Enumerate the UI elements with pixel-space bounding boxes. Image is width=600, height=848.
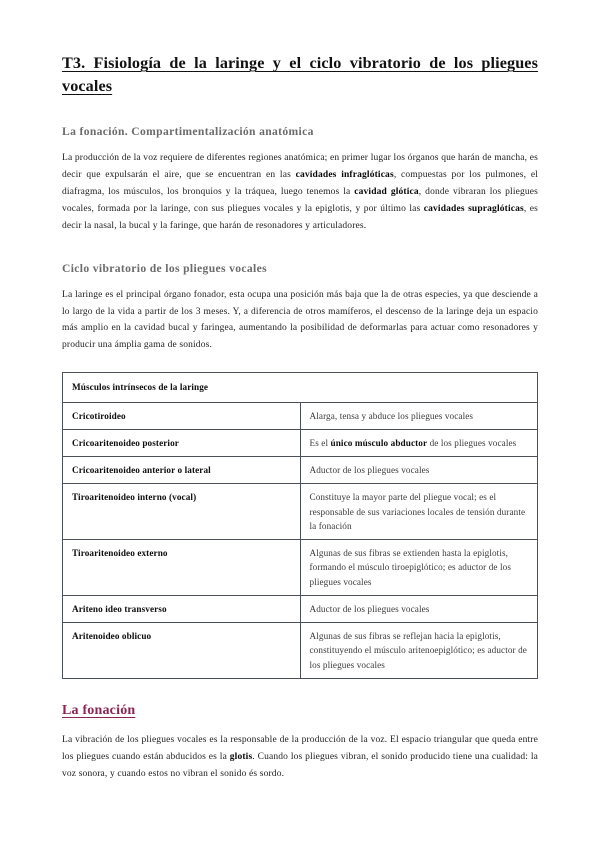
paragraph-text-run: , compuestas por los pulmones, el diafragma, los músculos, los bronquios y la tráquea, luego tenemos la	[62, 169, 538, 197]
paragraph-ciclo-vibratorio: La laringe es el principal órgano fonador, esta ocupa una posición más baja que la de otras especies, ya que desciende a lo largo de la vida a partir de los 3 meses. Y, a diferencia de otros mamíferos, el descenso de la laringe deja un espacio más amplio en la cavidad bucal y faringea, aumentando la posibilidad de deformarlas para actuar como resonadores y producir una ámplia gama de sonidos.	[62, 289, 538, 351]
section-heading-fonacion-compartimentalizacion: La fonación. Compartimentalización anatómica	[62, 125, 314, 138]
muscle-description-cell	[300, 484, 538, 540]
muscle-description-cell	[300, 429, 538, 456]
muscle-name-cell: Tiroaritenoideo externo	[63, 540, 301, 596]
emphasis-cavidad-glotica: cavidad glótica	[354, 186, 419, 197]
page-title: T3. Fisiología de la laringe y el ciclo vibratorio de los pliegues vocales	[62, 54, 538, 95]
muscle-name-cell: Cricotiroideo	[63, 402, 301, 429]
section-heading-ciclo-vibratorio: Ciclo vibratorio de los pliegues vocales	[62, 261, 267, 275]
table-row	[63, 402, 538, 429]
table-header-row	[63, 373, 538, 402]
paragraph-la-fonacion	[62, 732, 538, 783]
paragraph-text-run: La producción de la voz requiere de diferentes regiones anatómica; en primer lugar los órganos que harán de mancha, es decir que expulsarán el aire, que se encuentran en las	[62, 153, 538, 180]
emphasis-glotis: glotis	[229, 751, 253, 762]
desc-run: Aductor de los pliegues vocales	[309, 465, 430, 476]
muscle-description-cell	[300, 540, 538, 596]
muscle-name-cell: Aritenoideo oblicuo	[63, 623, 301, 679]
table-row	[63, 623, 538, 679]
muscle-name-cell: Cricoaritenoideo posterior	[63, 429, 301, 456]
paragraph-compartimentalizacion	[62, 150, 538, 235]
table-row	[63, 540, 538, 596]
emphasis-cavidades-infragloticas: cavidades infraglóticas	[295, 169, 394, 180]
table-row	[63, 595, 538, 622]
desc-run: de los pliegues vocales	[427, 437, 517, 448]
desc-run: Algunas de sus fibras se reflejan hacia la epiglotis, constituyendo el músculo aritenoepiglótico; es aductor de los pliegues vocales	[309, 631, 527, 670]
desc-run: Constituye la mayor parte del pliegue vocal; es el responsable de sus variaciones locales de tensión durante la fonación	[309, 492, 526, 531]
emphasis-cavidades-supragloticas: cavidades supraglóticas	[423, 203, 524, 214]
muscle-description-cell	[300, 623, 538, 679]
desc-run: Es el	[309, 437, 331, 448]
desc-run: Alarga, tensa y abduce los pliegues vocales	[309, 410, 474, 421]
muscle-name-cell: Cricoaritenoideo anterior o lateral	[63, 457, 301, 484]
paragraph-text-run: . Cuando los pliegues vibran, el sonido producido tiene una cualidad: la voz sonora, y cuando estos no vibran el sonido és sordo.	[62, 751, 538, 779]
table-header-cell: Músculos intrínsecos de la laringe	[63, 373, 538, 402]
muscle-description-cell	[300, 595, 538, 622]
muscles-table-body	[63, 373, 538, 679]
table-row	[63, 457, 538, 484]
table-row	[63, 429, 538, 456]
desc-run: Algunas de sus fibras se extienden hasta la epiglotis, formando el músculo tiroepiglótico; es aductor de los pliegues vocales	[309, 548, 512, 587]
section-heading-la-fonacion: La fonación	[62, 702, 136, 718]
desc-run: Aductor de los pliegues vocales	[309, 603, 430, 614]
muscle-name-cell: Tiroaritenoideo interno (vocal)	[63, 484, 301, 540]
paragraph-text-run: , es decir la nasal, la bucal y la faringe, que harán de resonadores y articuladores.	[62, 203, 539, 231]
paragraph-text-run: , donde vibraran los pliegues vocales, formada por la laringe, con sus pliegues vocales y la epiglotis, y por último las	[62, 186, 538, 214]
muscles-table	[62, 372, 538, 679]
paragraph-text-run: La vibración de los pliegues vocales es la responsable de la producción de la voz. El espacio triangular que queda entre los pliegues cuando están abducidos es la	[62, 734, 538, 762]
desc-emphasis: único músculo abductor	[330, 437, 428, 448]
muscle-description-cell	[300, 402, 538, 429]
muscle-description-cell	[300, 457, 538, 484]
table-row	[63, 484, 538, 540]
muscle-name-cell: Ariteno ideo transverso	[63, 595, 301, 622]
